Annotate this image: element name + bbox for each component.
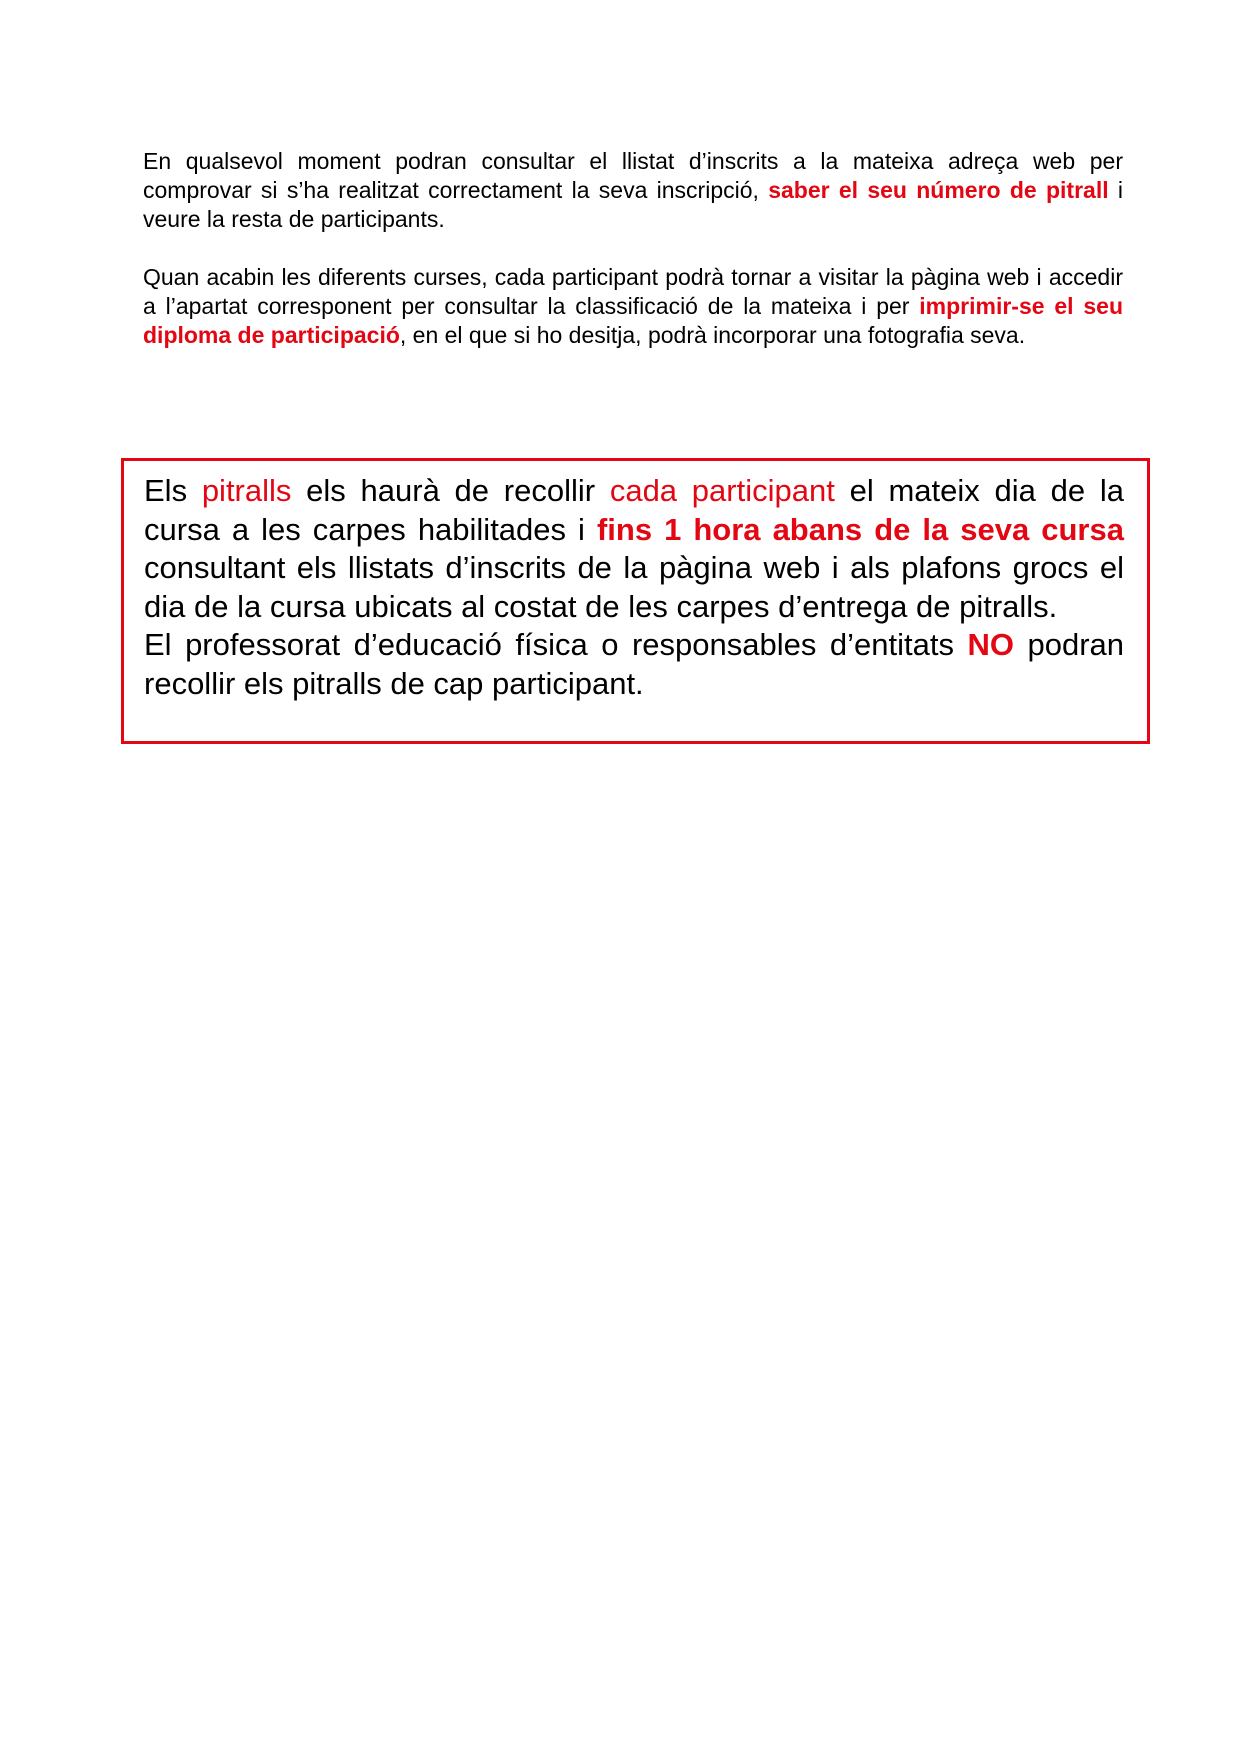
paragraph2-highlight: imprimir-se el seu diploma de participació	[143, 293, 1124, 348]
notice-highlight-participant: cada participant	[609, 473, 835, 508]
paragraph1-text-b: i veure la resta de participants.	[143, 177, 1124, 232]
paragraph2-text-a: Quan acabin les diferents curses, cada participant podrà tornar a visitar la pàgina web i accedir a l’apartat corresponent per consultar la classificació de la mateixa i per	[143, 264, 1123, 319]
notice-text-6: podran recollir els pitralls de cap participant.	[144, 627, 1125, 701]
notice-highlight-deadline: fins 1 hora abans de la seva cursa	[596, 511, 1124, 547]
paragraph-inscriptions-list	[143, 147, 1123, 234]
paragraph-diploma	[143, 263, 1123, 350]
notice-highlight-pitralls: pitralls	[201, 473, 292, 508]
bib-pickup-notice-text	[144, 472, 1124, 703]
paragraph2-text-b: , en el que si ho desitja, podrà incorporar una fotografia seva.	[399, 322, 1026, 348]
notice-text-5: El professorat d’educació física o responsables d’entitats	[144, 627, 968, 662]
bib-pickup-notice-box	[121, 458, 1150, 744]
notice-text-4: consultant els llistats d’inscrits de la pàgina web i als plafons grocs el dia de la cursa ubicats al costat de les carpes d’entrega de pitralls.	[144, 550, 1124, 624]
paragraph1-text-a: En qualsevol moment podran consultar el llistat d’inscrits a la mateixa adreça web per comprovar si s’ha realitzat correctament la seva inscripció,	[143, 148, 1123, 203]
notice-text-2: els haurà de recollir	[291, 473, 610, 508]
notice-text-1: Els	[144, 473, 202, 508]
paragraph1-highlight: saber el seu número de pitrall	[768, 177, 1109, 203]
notice-text-3: el mateix dia de la cursa a les carpes habilitades i	[144, 473, 1124, 547]
notice-highlight-no: NO	[967, 627, 1014, 662]
